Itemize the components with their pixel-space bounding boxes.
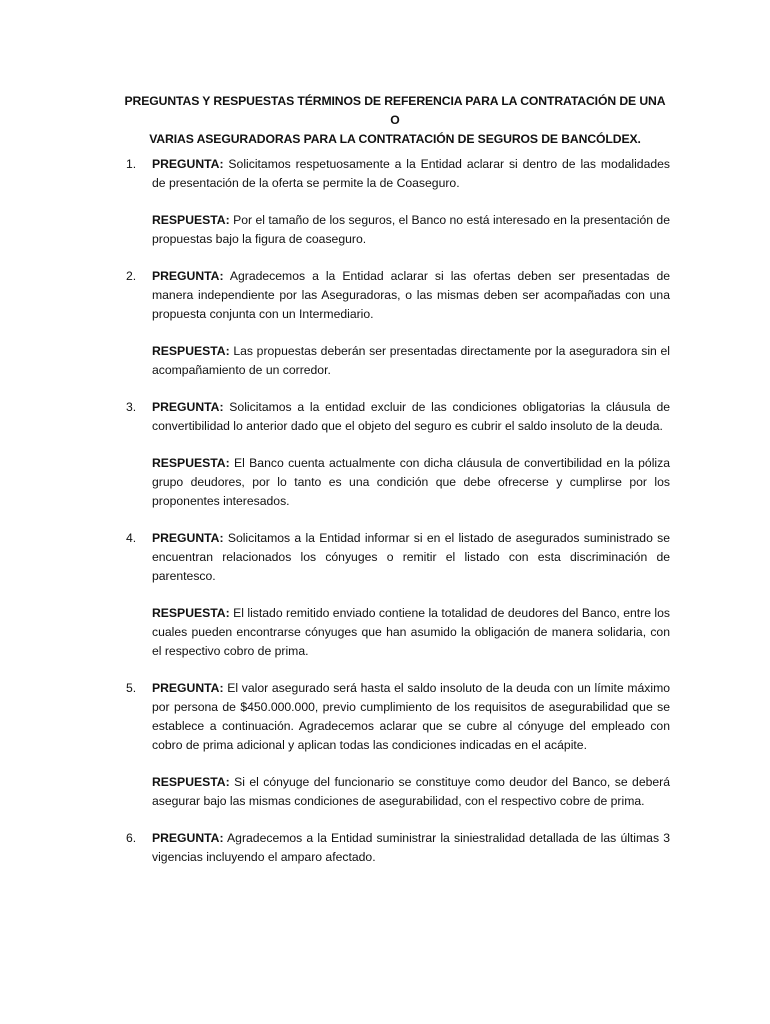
- answer-label: RESPUESTA:: [152, 344, 230, 358]
- question-paragraph: [152, 398, 670, 436]
- question-text: Solicitamos a la Entidad informar si en el listado de asegurados suministrado se encuentran relacionados los cónyuges o remitir el listado con esta discriminación de parentesco.: [152, 531, 670, 583]
- question-label: PREGUNTA:: [152, 400, 224, 414]
- question-paragraph: [152, 529, 670, 586]
- question-text: Agradecemos a la Entidad aclarar si las ofertas deben ser presentadas de manera independiente por las Aseguradoras, o las mismas deben ser acompañadas con una propuesta conjunta con un Intermediario.: [152, 269, 670, 321]
- answer-label: RESPUESTA:: [152, 775, 230, 789]
- question-label: PREGUNTA:: [152, 831, 224, 845]
- question-paragraph: [152, 829, 670, 867]
- answer-paragraph: [152, 773, 670, 811]
- question-label: PREGUNTA:: [152, 531, 224, 545]
- qa-item: [120, 679, 670, 811]
- answer-paragraph: [152, 211, 670, 249]
- qa-number: 5.: [126, 681, 137, 695]
- answer-label: RESPUESTA:: [152, 606, 230, 620]
- answer-paragraph: [152, 342, 670, 380]
- answer-paragraph: [152, 604, 670, 661]
- qa-item: [120, 155, 670, 249]
- qa-item: [120, 829, 670, 867]
- question-label: PREGUNTA:: [152, 681, 224, 695]
- question-text: Solicitamos a la entidad excluir de las condiciones obligatorias la cláusula de convertibilidad lo anterior dado que el objeto del seguro es cubrir el saldo insoluto de la deuda.: [152, 400, 670, 433]
- document-title: [120, 92, 670, 149]
- qa-item: [120, 267, 670, 380]
- question-text: Solicitamos respetuosamente a la Entidad aclarar si dentro de las modalidades de presentación de la oferta se permite la de Coaseguro.: [152, 157, 670, 190]
- answer-text: Por el tamaño de los seguros, el Banco no está interesado en la presentación de propuestas bajo la figura de coaseguro.: [152, 213, 670, 246]
- question-paragraph: [152, 267, 670, 324]
- qa-item: [120, 529, 670, 661]
- answer-text: El listado remitido enviado contiene la totalidad de deudores del Banco, entre los cuales pueden encontrarse cónyuges que han asumido la obligación de manera solidaria, con el respectivo cobro de prima.: [152, 606, 670, 658]
- answer-label: RESPUESTA:: [152, 456, 230, 470]
- qa-number: 2.: [126, 269, 137, 283]
- answer-text: El Banco cuenta actualmente con dicha cláusula de convertibilidad en la póliza grupo deudores, por lo tanto es una condición que debe ofrecerse y cumplirse por los proponentes interesados.: [152, 456, 670, 508]
- qa-number: 1.: [126, 157, 137, 171]
- qa-number: 6.: [126, 831, 137, 845]
- question-text: El valor asegurado será hasta el saldo insoluto de la deuda con un límite máximo por persona de $450.000.000, previo cumplimiento de los requisitos de asegurabilidad que se establece a continuación. Agradecemos aclarar que se cubre al cónyuge del empleado con cobro de prima adicional y aplican todas las condiciones indicadas en el acápite.: [152, 681, 670, 752]
- qa-number: 4.: [126, 531, 137, 545]
- title-line-1: PREGUNTAS Y RESPUESTAS TÉRMINOS DE REFERENCIA PARA LA CONTRATACIÓN DE UNA O: [124, 94, 666, 127]
- answer-text: Si el cónyuge del funcionario se constituye como deudor del Banco, se deberá asegurar bajo las mismas condiciones de asegurabilidad, con el respectivo cobre de prima.: [152, 775, 670, 808]
- question-label: PREGUNTA:: [152, 157, 224, 171]
- question-label: PREGUNTA:: [152, 269, 224, 283]
- answer-text: Las propuestas deberán ser presentadas directamente por la aseguradora sin el acompañamiento de un corredor.: [152, 344, 670, 377]
- qa-number: 3.: [126, 400, 137, 414]
- question-text: Agradecemos a la Entidad suministrar la siniestralidad detallada de las últimas 3 vigencias incluyendo el amparo afectado.: [152, 831, 670, 864]
- qa-list: [120, 155, 670, 867]
- answer-label: RESPUESTA:: [152, 213, 230, 227]
- qa-item: [120, 398, 670, 511]
- question-paragraph: [152, 679, 670, 755]
- title-line-2: VARIAS ASEGURADORAS PARA LA CONTRATACIÓN DE SEGUROS DE BANCÓLDEX.: [149, 132, 641, 146]
- question-paragraph: [152, 155, 670, 193]
- answer-paragraph: [152, 454, 670, 511]
